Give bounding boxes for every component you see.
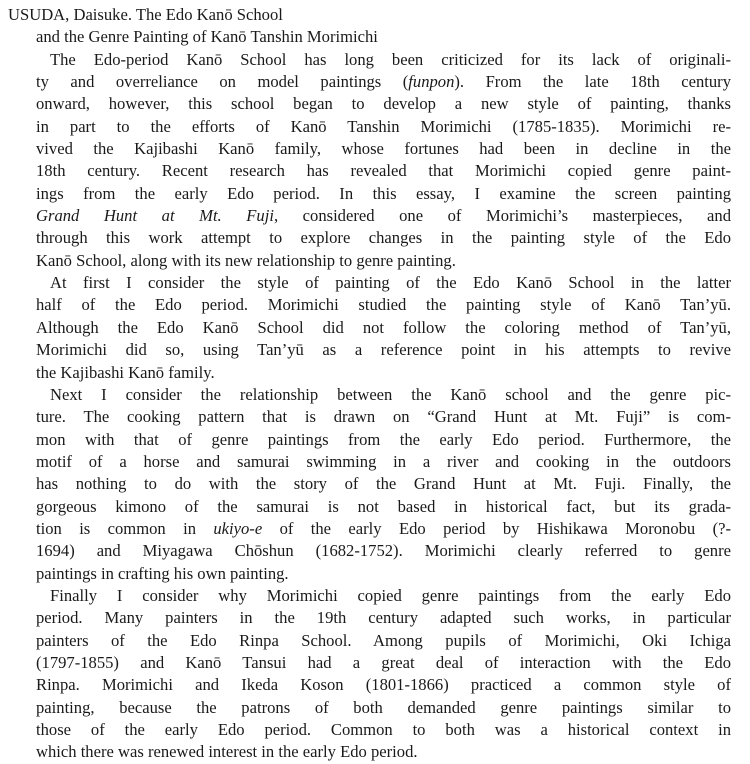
article-title-part-1: The Edo Kanō School <box>135 5 283 24</box>
text-line: gorgeous kimono of the samurai is not based in historical fact, but its grada- <box>36 496 731 516</box>
text-line: Kanō School, along with its new relationship to genre painting. <box>36 250 456 270</box>
text-line: painting, because the patrons of both demanded genre paintings similar to <box>36 697 731 717</box>
paragraph <box>36 49 731 272</box>
text-line: which there was renewed interest in the early Edo period. <box>36 742 418 762</box>
italic-term: Grand Hunt at Mt. Fuji <box>36 206 274 226</box>
paragraph <box>36 272 731 384</box>
text-line: through this work attempt to explore changes in the painting style of the Edo <box>36 228 731 248</box>
text-line: tion is common in ukiyo-e of the early Edo period by Hishikawa Moronobu (?- <box>36 518 732 538</box>
text-line: vived the Kajibashi Kanō family, whose fortunes had been in decline in the <box>36 139 731 159</box>
text-line: painters of the Edo Rinpa School. Among pupils of Morimichi, Oki Ichiga <box>36 630 731 650</box>
text-line: At first I consider the style of painting of the Edo Kanō School in the latter <box>50 273 731 293</box>
italic-term: ukiyo-e <box>213 518 263 538</box>
italic-term: funpon <box>408 72 455 92</box>
text-line: (1797-1855) and Kanō Tansui had a great deal of interaction with the Edo <box>36 652 731 672</box>
text-line: Next I consider the relationship between the Kanō school and the genre pic- <box>50 384 731 404</box>
text-line: the Kajibashi Kanō family. <box>36 362 215 382</box>
text-line: period. Many painters in the 19th century adapted such works, in particular <box>36 608 731 628</box>
text-line: Rinpa. Morimichi and Ikeda Koson (1801-1866) practiced a common style of <box>36 675 731 695</box>
text-line: in part to the efforts of Kanō Tanshin Morimichi (1785-1835). Morimichi re- <box>36 116 731 136</box>
text-line: Finally I consider why Morimichi copied genre paintings from the early Edo <box>50 585 731 605</box>
paragraph <box>36 384 731 585</box>
article-title-part-2: and the Genre Painting of Kanō Tanshin Morimichi <box>36 27 378 47</box>
text-line: Grand Hunt at Mt. Fuji, considered one of Morimichi’s masterpieces, and <box>36 206 731 226</box>
text-line: has nothing to do with the story of the Grand Hunt at Mt. Fuji. Finally, the <box>36 474 731 494</box>
paragraph <box>36 585 731 764</box>
text-line: Although the Edo Kanō School did not follow the coloring method of Tan’yū, <box>36 317 731 337</box>
text-line: Morimichi did so, using Tan’yū as a reference point in his attempts to revive <box>36 340 731 360</box>
text-line: ings from the early Edo period. In this essay, I examine the screen painting <box>36 183 731 203</box>
text-line: half of the Edo period. Morimichi studied the painting style of Kanō Tan’yū. <box>36 295 731 315</box>
text-line: 18th century. Recent research has revealed that Morimichi copied genre paint- <box>36 161 731 181</box>
text-line: 1694) and Miyagawa Chōshun (1682-1752). Morimichi clearly referred to genre <box>36 541 731 561</box>
text-line: The Edo-period Kanō School has long been criticized for its lack of originali- <box>50 49 731 69</box>
abstract-body <box>36 49 731 764</box>
text-line: paintings in crafting his own painting. <box>36 563 289 583</box>
text-line: ture. The cooking pattern that is drawn on “Grand Hunt at Mt. Fuji” is com- <box>36 407 731 427</box>
article-heading <box>8 4 731 49</box>
text-line: those of the early Edo period. Common to both was a historical context in <box>36 720 731 739</box>
text-line: onward, however, this school began to develop a new style of painting, thanks <box>36 94 731 114</box>
text-line: motif of a horse and samurai swimming in a river and cooking in the outdoors <box>36 451 731 471</box>
heading-line-1 <box>8 4 731 26</box>
text-line: mon with that of genre paintings from the early Edo period. Furthermore, the <box>36 429 731 449</box>
text-line: ty and overreliance on model paintings (funpon). From the late 18th century <box>36 72 731 92</box>
author-name: USUDA, Daisuke. <box>8 5 132 24</box>
